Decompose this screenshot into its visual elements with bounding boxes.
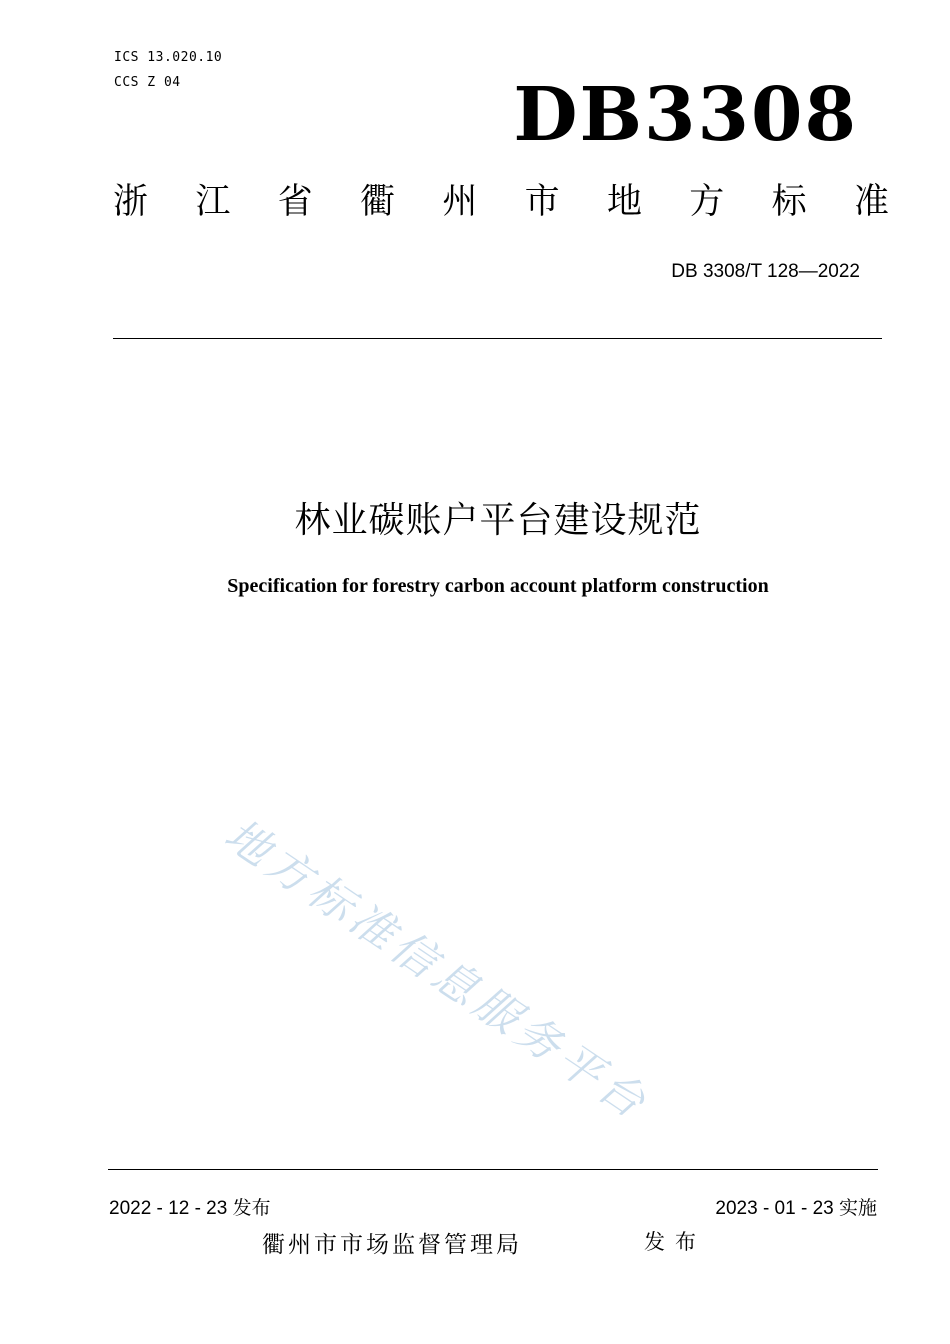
standard-name-char: 方	[689, 182, 725, 222]
standard-name-char: 省	[277, 182, 313, 222]
standard-name-char: 江	[195, 182, 231, 222]
standard-name-char: 衢	[359, 182, 395, 222]
issue-date: 2022 - 12 - 23 发布	[109, 1198, 271, 1219]
standard-name-char: 标	[771, 182, 807, 222]
title-english: Specification for forestry carbon account platform construction	[227, 575, 769, 597]
ics-code: ICS 13.020.10	[114, 50, 223, 65]
standard-name-char: 浙	[113, 182, 149, 222]
standard-name-char: 州	[442, 182, 478, 222]
watermark: 地方标准信息服务平台	[215, 809, 659, 1131]
issue-label: 发布	[644, 1230, 706, 1254]
standard-name-char: 市	[524, 182, 560, 222]
bottom-divider	[108, 1169, 878, 1170]
standard-name	[113, 182, 889, 222]
top-divider	[113, 338, 882, 339]
standard-name-char: 准	[853, 182, 889, 222]
issuing-authority: 衢州市市场监督管理局	[262, 1232, 522, 1258]
title-chinese: 林业碳账户平台建设规范	[294, 500, 702, 541]
ccs-code: CCS Z 04	[114, 75, 181, 90]
implementation-date: 2023 - 01 - 23 实施	[715, 1198, 877, 1219]
db-code: DB3308	[513, 72, 858, 158]
standard-name-char: 地	[606, 182, 642, 222]
standard-number: DB 3308/T 128—2022	[671, 261, 860, 282]
